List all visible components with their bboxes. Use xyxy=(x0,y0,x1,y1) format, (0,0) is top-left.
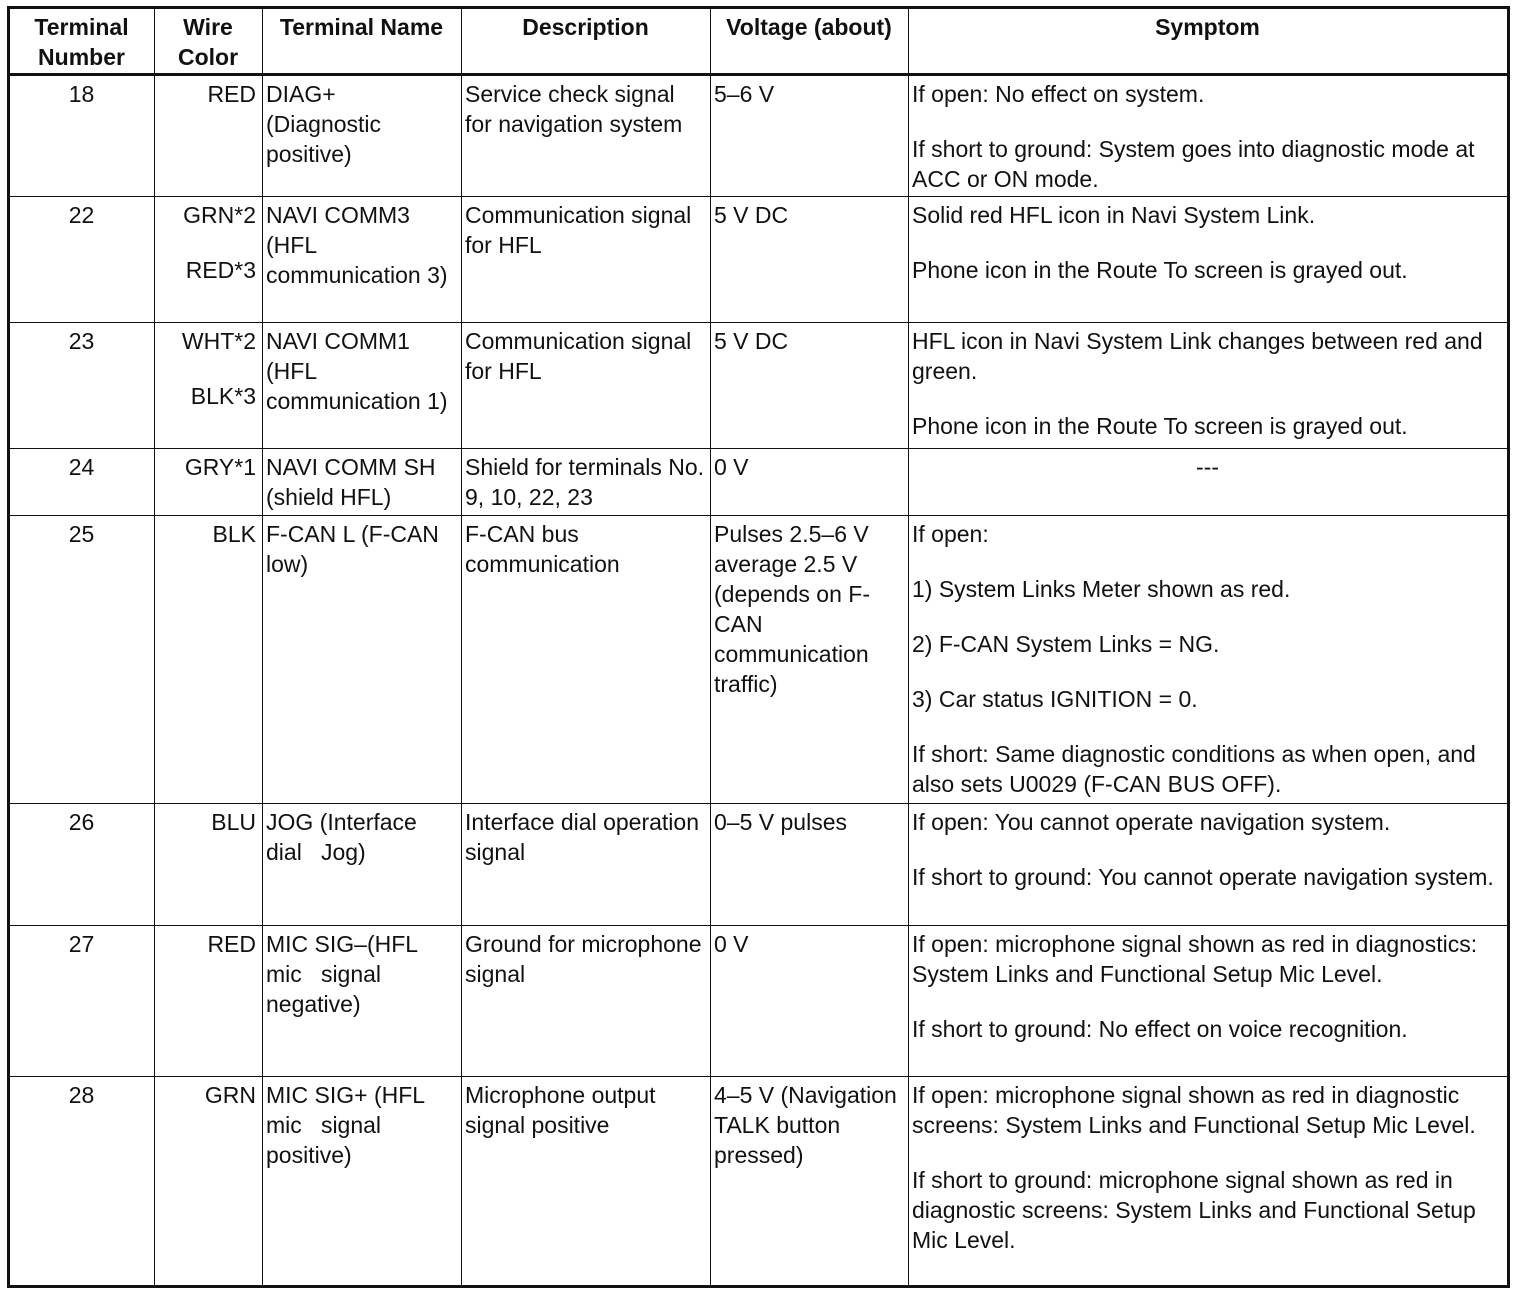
symptom xyxy=(909,75,1509,197)
voltage: 0 V xyxy=(711,925,909,1076)
voltage: 5 V DC xyxy=(711,323,909,449)
wire-color xyxy=(155,197,263,323)
description: Service check signal for navigation system xyxy=(462,75,711,197)
terminal-name: MIC SIG+ (HFL mic signal positive) xyxy=(263,1076,462,1286)
description: Communication signal for HFL xyxy=(462,197,711,323)
header-description: Description xyxy=(462,8,711,75)
terminal-name: NAVI COMM1 (HFL communication 1) xyxy=(263,323,462,449)
table-row xyxy=(9,925,1509,1076)
description: Interface dial operation signal xyxy=(462,803,711,925)
symptom-line: --- xyxy=(1196,454,1219,481)
wire-color xyxy=(155,1076,263,1286)
wire-color-value: GRN*2 xyxy=(183,202,256,229)
wire-color-value: WHT*2 xyxy=(181,328,256,355)
wire-color xyxy=(155,925,263,1076)
symptom xyxy=(909,449,1509,516)
terminal-number: 23 xyxy=(9,323,155,449)
wire-color xyxy=(155,75,263,197)
table-row xyxy=(9,516,1509,803)
voltage: 5–6 V xyxy=(711,75,909,197)
header-wire-color: Wire Color xyxy=(155,8,263,75)
description: Communication signal for HFL xyxy=(462,323,711,449)
wire-color-value: BLK*3 xyxy=(190,383,256,410)
terminal-name: NAVI COMM3 (HFL communication 3) xyxy=(263,197,462,323)
symptom xyxy=(909,803,1509,925)
symptom xyxy=(909,197,1509,323)
header-row xyxy=(9,8,1509,75)
voltage: 0–5 V pulses xyxy=(711,803,909,925)
wire-color-value: RED xyxy=(207,81,256,107)
terminal-name: JOG (Interface dial Jog) xyxy=(263,803,462,925)
description: F-CAN bus communication xyxy=(462,516,711,803)
symptom-line: 1) System Links Meter shown as red. xyxy=(912,576,1291,603)
symptom xyxy=(909,323,1509,449)
terminal-number: 26 xyxy=(9,803,155,925)
terminal-number: 25 xyxy=(9,516,155,803)
table-row xyxy=(9,803,1509,925)
symptom xyxy=(909,1076,1509,1286)
description: Microphone output signal positive xyxy=(462,1076,711,1286)
wire-color-value: BLU xyxy=(211,808,256,835)
symptom-line: If short to ground: System goes into diagnostic mode at ACC or ON mode. xyxy=(912,136,1475,192)
wire-color-value: GRY*1 xyxy=(184,454,256,481)
symptom-line: If open: microphone signal shown as red in diagnostic screens: System Links and Functional Setup Mic Level. xyxy=(912,1081,1476,1138)
terminal-number: 28 xyxy=(9,1076,155,1286)
terminal-number: 22 xyxy=(9,197,155,323)
symptom-line: Phone icon in the Route To screen is grayed out. xyxy=(912,413,1408,440)
wire-color-value: RED*3 xyxy=(185,257,256,284)
voltage: 5 V DC xyxy=(711,197,909,323)
symptom xyxy=(909,516,1509,803)
symptom-line: If short to ground: You cannot operate navigation system. xyxy=(912,863,1494,890)
symptom-line: Phone icon in the Route To screen is grayed out. xyxy=(912,257,1408,284)
symptom xyxy=(909,925,1509,1076)
wire-color xyxy=(155,516,263,803)
description: Shield for terminals No. 9, 10, 22, 23 xyxy=(462,449,711,516)
voltage: 0 V xyxy=(711,449,909,516)
symptom-line: If short to ground: microphone signal shown as red in diagnostic screens: System Links and Functional Setup Mic Level. xyxy=(912,1166,1476,1253)
symptom-line: If short to ground: No effect on voice recognition. xyxy=(912,1015,1408,1042)
symptom-line: HFL icon in Navi System Link changes between red and green. xyxy=(912,328,1483,385)
terminal-name: F-CAN L (F-CAN low) xyxy=(263,516,462,803)
wire-color-value: BLK xyxy=(212,521,256,548)
symptom-line: If open: xyxy=(912,521,989,548)
table-row xyxy=(9,1076,1509,1286)
description: Ground for microphone signal xyxy=(462,925,711,1076)
wire-color xyxy=(155,323,263,449)
symptom-line: 2) F-CAN System Links = NG. xyxy=(912,631,1220,658)
voltage: Pulses 2.5–6 V average 2.5 V (depends on F-CAN communication traffic) xyxy=(711,516,909,803)
header-terminal-name: Terminal Name xyxy=(263,8,462,75)
symptom-line: If open: microphone signal shown as red in diagnostics: System Links and Functional Setup Mic Level. xyxy=(912,930,1478,987)
wire-color-value: RED xyxy=(207,930,256,957)
table-row xyxy=(9,197,1509,323)
terminal-number: 24 xyxy=(9,449,155,516)
header-terminal-number: Terminal Number xyxy=(9,8,155,75)
table-row xyxy=(9,449,1509,516)
wire-color xyxy=(155,803,263,925)
symptom-line: If open: You cannot operate navigation system. xyxy=(912,808,1391,835)
terminal-table xyxy=(7,6,1510,1288)
wire-color-value: GRN xyxy=(204,1081,256,1108)
symptom-line: Solid red HFL icon in Navi System Link. xyxy=(912,202,1316,229)
table-row xyxy=(9,75,1509,197)
terminal-name: MIC SIG–(HFL mic signal negative) xyxy=(263,925,462,1076)
terminal-number: 18 xyxy=(9,75,155,197)
terminal-name: NAVI COMM SH (shield HFL) xyxy=(263,449,462,516)
terminal-name: DIAG+ (Diagnostic positive) xyxy=(263,75,462,197)
symptom-line: 3) Car status IGNITION = 0. xyxy=(912,686,1198,713)
symptom-line: If short: Same diagnostic conditions as when open, and also sets U0029 (F-CAN BUS OFF). xyxy=(912,741,1476,798)
table-row xyxy=(9,323,1509,449)
symptom-line: If open: No effect on system. xyxy=(912,81,1205,107)
wire-color xyxy=(155,449,263,516)
header-voltage: Voltage (about) xyxy=(711,8,909,75)
header-symptom: Symptom xyxy=(909,8,1509,75)
voltage: 4–5 V (Navigation TALK button pressed) xyxy=(711,1076,909,1286)
terminal-number: 27 xyxy=(9,925,155,1076)
